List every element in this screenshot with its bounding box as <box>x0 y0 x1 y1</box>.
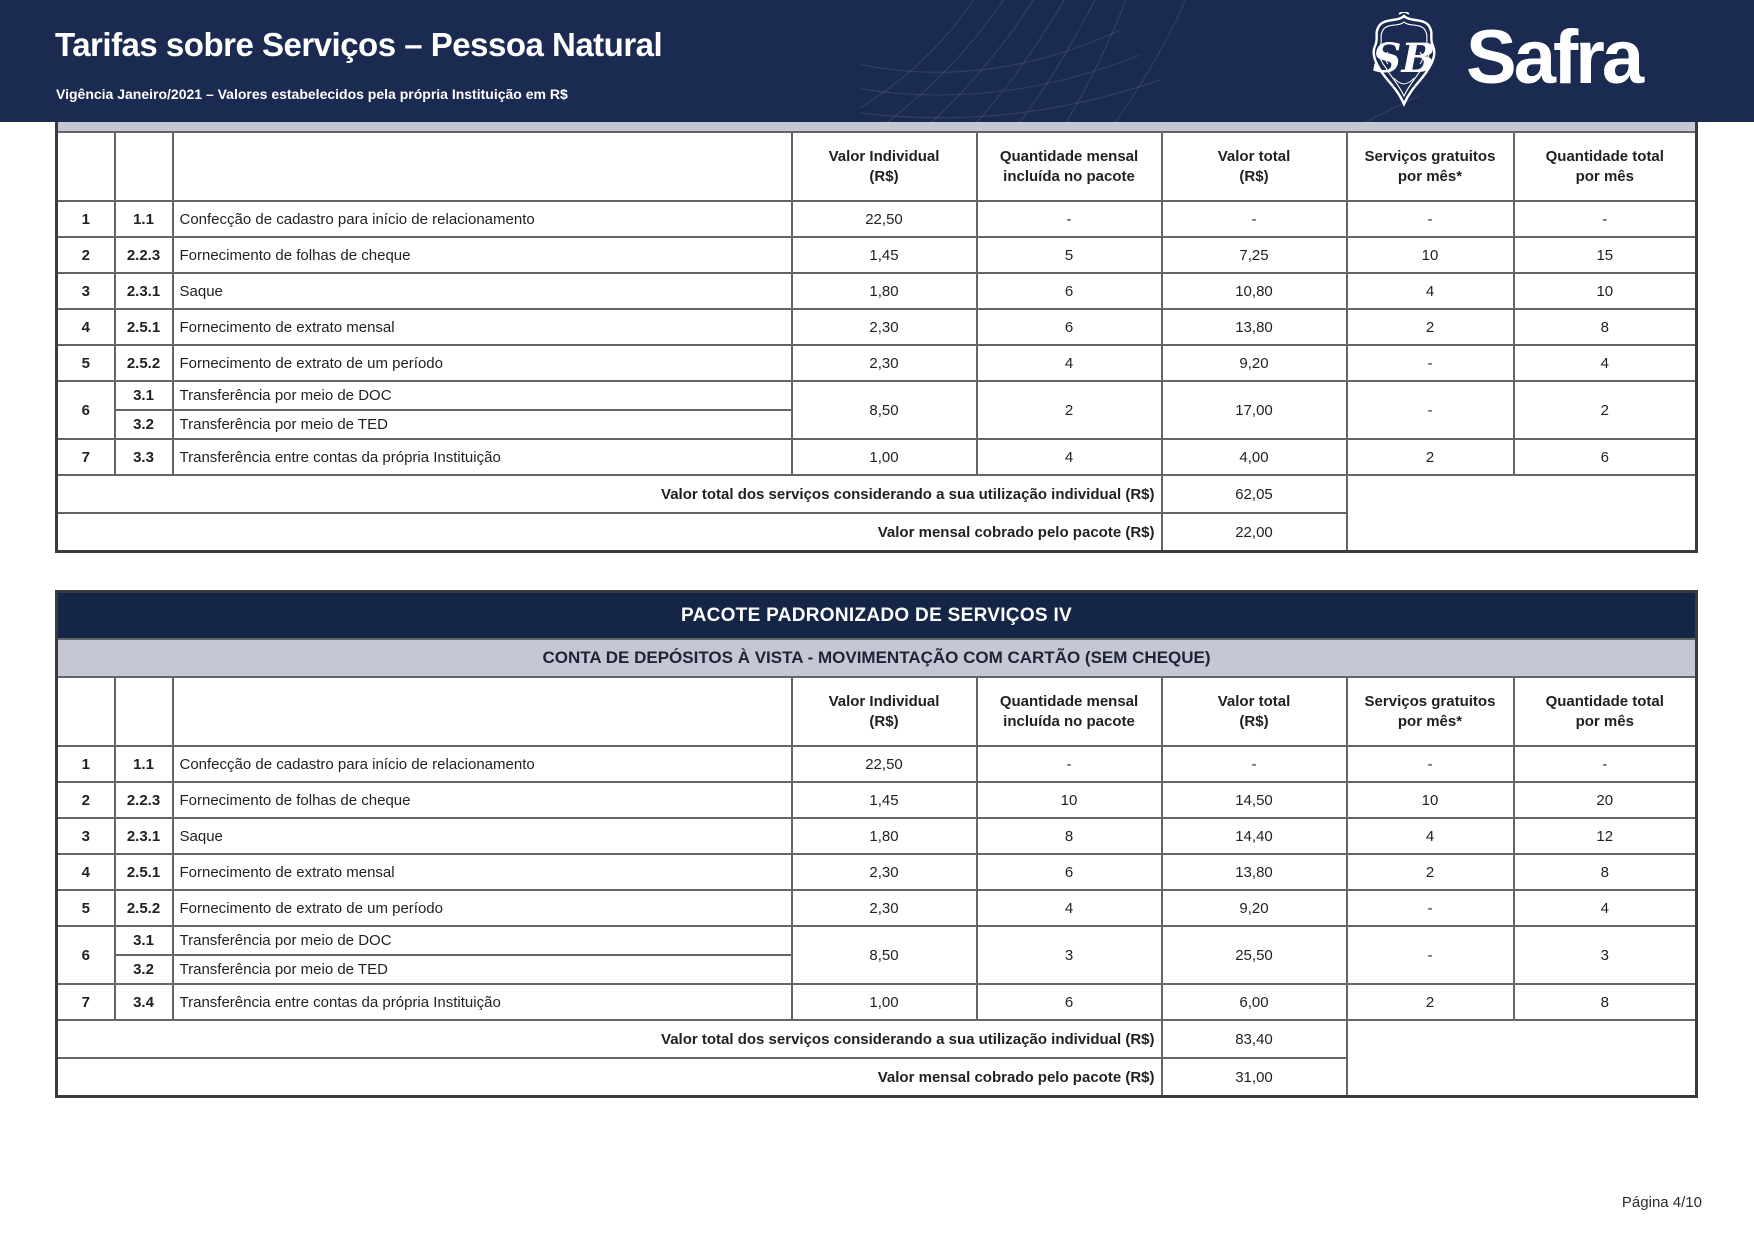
table-row <box>57 782 1697 818</box>
total-individual-value: 62,05 <box>1162 475 1347 513</box>
cell-quantidade-total: 8 <box>1514 984 1697 1020</box>
row-number: 3 <box>57 273 115 309</box>
total-empty-cell <box>1347 475 1697 552</box>
col-header-valor-total: Valor total (R$) <box>1162 132 1347 201</box>
row-code: 3.3 <box>115 439 173 475</box>
table-row <box>57 237 1697 273</box>
row-description: Transferência entre contas da própria Instituição <box>173 439 792 475</box>
cell-quantidade-total: - <box>1514 201 1697 237</box>
row-number: 2 <box>57 237 115 273</box>
col-header-servicos-gratuitos: Serviços gratuitos por mês* <box>1347 132 1514 201</box>
row-number: 1 <box>57 746 115 782</box>
col-header-quantidade-mensal: Quantidade mensal incluída no pacote <box>977 132 1162 201</box>
cell-quantidade-total: 6 <box>1514 439 1697 475</box>
cell-quantidade-total: - <box>1514 746 1697 782</box>
cell-valor-total: 13,80 <box>1162 854 1347 890</box>
cell-servicos-gratuitos: - <box>1347 345 1514 381</box>
row-code: 2.5.2 <box>115 890 173 926</box>
cell-valor-total: 17,00 <box>1162 381 1347 439</box>
cell-valor-individual: 1,45 <box>792 237 977 273</box>
cell-valor-total: 9,20 <box>1162 345 1347 381</box>
cell-valor-total: 14,50 <box>1162 782 1347 818</box>
row-code: 1.1 <box>115 746 173 782</box>
table-row <box>57 818 1697 854</box>
cell-valor-individual: 1,00 <box>792 984 977 1020</box>
row-description: Fornecimento de extrato de um período <box>173 890 792 926</box>
row-code: 2.3.1 <box>115 818 173 854</box>
row-number: 7 <box>57 984 115 1020</box>
row-number: 3 <box>57 818 115 854</box>
cell-valor-total: 4,00 <box>1162 439 1347 475</box>
row-description: Saque <box>173 818 792 854</box>
row-description: Transferência por meio de TED <box>173 410 792 439</box>
cell-servicos-gratuitos: - <box>1347 890 1514 926</box>
row-description: Transferência por meio de DOC <box>173 381 792 410</box>
cell-valor-individual: 8,50 <box>792 381 977 439</box>
table-row <box>57 890 1697 926</box>
table-title: PACOTE PADRONIZADO DE SERVIÇOS IV <box>57 592 1697 640</box>
total-individual-value: 83,40 <box>1162 1020 1347 1058</box>
row-description: Fornecimento de folhas de cheque <box>173 782 792 818</box>
decorative-mesh-lines <box>860 0 1420 122</box>
col-header-code <box>115 677 173 746</box>
cell-valor-individual: 2,30 <box>792 890 977 926</box>
cell-valor-individual: 2,30 <box>792 854 977 890</box>
row-description: Saque <box>173 273 792 309</box>
cell-servicos-gratuitos: - <box>1347 746 1514 782</box>
row-code: 3.2 <box>115 955 173 984</box>
col-header-desc <box>173 132 792 201</box>
row-code: 1.1 <box>115 201 173 237</box>
row-number: 4 <box>57 309 115 345</box>
cell-servicos-gratuitos: 2 <box>1347 854 1514 890</box>
cell-servicos-gratuitos: 2 <box>1347 439 1514 475</box>
cell-quantidade-total: 10 <box>1514 273 1697 309</box>
cell-quantidade-total: 8 <box>1514 854 1697 890</box>
cell-valor-total: 25,50 <box>1162 926 1347 984</box>
cell-quantidade-total: 2 <box>1514 381 1697 439</box>
monthly-charge-value: 31,00 <box>1162 1058 1347 1097</box>
total-individual-row <box>57 1020 1697 1058</box>
total-empty-cell <box>1347 1020 1697 1097</box>
cell-valor-individual: 1,80 <box>792 818 977 854</box>
cell-servicos-gratuitos: - <box>1347 381 1514 439</box>
row-code: 2.5.2 <box>115 345 173 381</box>
row-number: 1 <box>57 201 115 237</box>
masthead <box>0 0 1754 122</box>
row-code: 2.5.1 <box>115 854 173 890</box>
cell-quantidade-mensal: 10 <box>977 782 1162 818</box>
row-description: Fornecimento de extrato mensal <box>173 309 792 345</box>
row-code: 2.5.1 <box>115 309 173 345</box>
svg-text:SB: SB <box>1372 35 1436 82</box>
monthly-charge-value: 22,00 <box>1162 513 1347 552</box>
cell-quantidade-mensal: 6 <box>977 309 1162 345</box>
cell-quantidade-mensal: 8 <box>977 818 1162 854</box>
row-number: 5 <box>57 890 115 926</box>
row-code: 2.2.3 <box>115 782 173 818</box>
row-description: Fornecimento de extrato de um período <box>173 345 792 381</box>
cell-quantidade-mensal: 4 <box>977 345 1162 381</box>
column-header-row <box>57 677 1697 746</box>
row-description: Confecção de cadastro para início de relacionamento <box>173 201 792 237</box>
cell-servicos-gratuitos: - <box>1347 926 1514 984</box>
row-description: Transferência entre contas da própria Instituição <box>173 984 792 1020</box>
safra-logo <box>1368 12 1641 108</box>
cell-quantidade-total: 12 <box>1514 818 1697 854</box>
cell-valor-total: 13,80 <box>1162 309 1347 345</box>
table-title-bar <box>57 592 1697 640</box>
cell-servicos-gratuitos: 2 <box>1347 984 1514 1020</box>
cell-valor-individual: 1,00 <box>792 439 977 475</box>
col-header-code <box>115 132 173 201</box>
cell-quantidade-total: 15 <box>1514 237 1697 273</box>
table-row <box>57 381 1697 410</box>
total-individual-label: Valor total dos serviços considerando a sua utilização individual (R$) <box>57 475 1162 513</box>
row-description: Fornecimento de extrato mensal <box>173 854 792 890</box>
table-row <box>57 746 1697 782</box>
col-header-valor-individual: Valor Individual (R$) <box>792 132 977 201</box>
pacote-servicos-iv-table <box>55 590 1698 1098</box>
cell-valor-total: 10,80 <box>1162 273 1347 309</box>
cell-quantidade-total: 3 <box>1514 926 1697 984</box>
cell-quantidade-mensal: 5 <box>977 237 1162 273</box>
table-row <box>57 926 1697 955</box>
col-header-quantidade-total: Quantidade total por mês <box>1514 132 1697 201</box>
column-header-row <box>57 132 1697 201</box>
row-code: 3.1 <box>115 381 173 410</box>
cell-quantidade-total: 8 <box>1514 309 1697 345</box>
row-number: 7 <box>57 439 115 475</box>
cell-quantidade-mensal: 6 <box>977 854 1162 890</box>
cell-valor-total: 9,20 <box>1162 890 1347 926</box>
cell-valor-total: 6,00 <box>1162 984 1347 1020</box>
col-header-servicos-gratuitos: Serviços gratuitos por mês* <box>1347 677 1514 746</box>
cell-quantidade-total: 4 <box>1514 345 1697 381</box>
cell-quantidade-mensal: 4 <box>977 890 1162 926</box>
table-row <box>57 273 1697 309</box>
cell-valor-individual: 1,80 <box>792 273 977 309</box>
row-description: Transferência por meio de DOC <box>173 926 792 955</box>
table-row <box>57 201 1697 237</box>
table-row <box>57 439 1697 475</box>
total-individual-row <box>57 475 1697 513</box>
cell-servicos-gratuitos: 10 <box>1347 237 1514 273</box>
cell-quantidade-mensal: 2 <box>977 381 1162 439</box>
cell-quantidade-mensal: - <box>977 746 1162 782</box>
page-title: Tarifas sobre Serviços – Pessoa Natural <box>55 26 663 63</box>
monthly-charge-label: Valor mensal cobrado pelo pacote (R$) <box>57 1058 1162 1097</box>
total-individual-label: Valor total dos serviços considerando a sua utilização individual (R$) <box>57 1020 1162 1058</box>
cell-valor-total: 7,25 <box>1162 237 1347 273</box>
monthly-charge-label: Valor mensal cobrado pelo pacote (R$) <box>57 513 1162 552</box>
cell-quantidade-mensal: - <box>977 201 1162 237</box>
cell-valor-individual: 2,30 <box>792 309 977 345</box>
row-number: 2 <box>57 782 115 818</box>
row-code: 3.4 <box>115 984 173 1020</box>
table-subtitle-bar <box>57 639 1697 677</box>
row-description: Fornecimento de folhas de cheque <box>173 237 792 273</box>
cell-valor-individual: 2,30 <box>792 345 977 381</box>
cell-valor-individual: 8,50 <box>792 926 977 984</box>
cell-valor-total: - <box>1162 201 1347 237</box>
page-subtitle: Vigência Janeiro/2021 – Valores estabelecidos pela própria Instituição em R$ <box>56 86 568 102</box>
cell-quantidade-mensal: 3 <box>977 926 1162 984</box>
table-row <box>57 345 1697 381</box>
row-code: 3.2 <box>115 410 173 439</box>
table-row <box>57 854 1697 890</box>
table-row <box>57 984 1697 1020</box>
cell-valor-individual: 22,50 <box>792 746 977 782</box>
cell-quantidade-mensal: 4 <box>977 439 1162 475</box>
col-header-num <box>57 132 115 201</box>
col-header-valor-individual: Valor Individual (R$) <box>792 677 977 746</box>
row-number: 6 <box>57 381 115 439</box>
row-number: 5 <box>57 345 115 381</box>
col-header-valor-total: Valor total (R$) <box>1162 677 1347 746</box>
row-code: 2.2.3 <box>115 237 173 273</box>
safra-wordmark: Safra <box>1466 15 1642 100</box>
table-row <box>57 309 1697 345</box>
cell-servicos-gratuitos: 10 <box>1347 782 1514 818</box>
cell-quantidade-mensal: 6 <box>977 984 1162 1020</box>
cell-valor-individual: 1,45 <box>792 782 977 818</box>
cell-quantidade-total: 20 <box>1514 782 1697 818</box>
cell-valor-total: - <box>1162 746 1347 782</box>
row-number: 4 <box>57 854 115 890</box>
row-description: Transferência por meio de TED <box>173 955 792 984</box>
cell-servicos-gratuitos: 4 <box>1347 273 1514 309</box>
cell-quantidade-total: 4 <box>1514 890 1697 926</box>
safra-crest-icon <box>1368 12 1440 108</box>
col-header-desc <box>173 677 792 746</box>
row-code: 2.3.1 <box>115 273 173 309</box>
cell-servicos-gratuitos: 4 <box>1347 818 1514 854</box>
cell-valor-individual: 22,50 <box>792 201 977 237</box>
page-number: Página 4/10 <box>1621 1194 1702 1211</box>
row-number: 6 <box>57 926 115 984</box>
cell-servicos-gratuitos: 2 <box>1347 309 1514 345</box>
col-header-quantidade-total: Quantidade total por mês <box>1514 677 1697 746</box>
col-header-quantidade-mensal: Quantidade mensal incluída no pacote <box>977 677 1162 746</box>
col-header-num <box>57 677 115 746</box>
row-code: 3.1 <box>115 926 173 955</box>
cell-servicos-gratuitos: - <box>1347 201 1514 237</box>
cell-quantidade-mensal: 6 <box>977 273 1162 309</box>
cell-valor-total: 14,40 <box>1162 818 1347 854</box>
row-description: Confecção de cadastro para início de relacionamento <box>173 746 792 782</box>
table-subtitle: CONTA DE DEPÓSITOS À VISTA - MOVIMENTAÇÃO COM CARTÃO (SEM CHEQUE) <box>57 639 1697 677</box>
